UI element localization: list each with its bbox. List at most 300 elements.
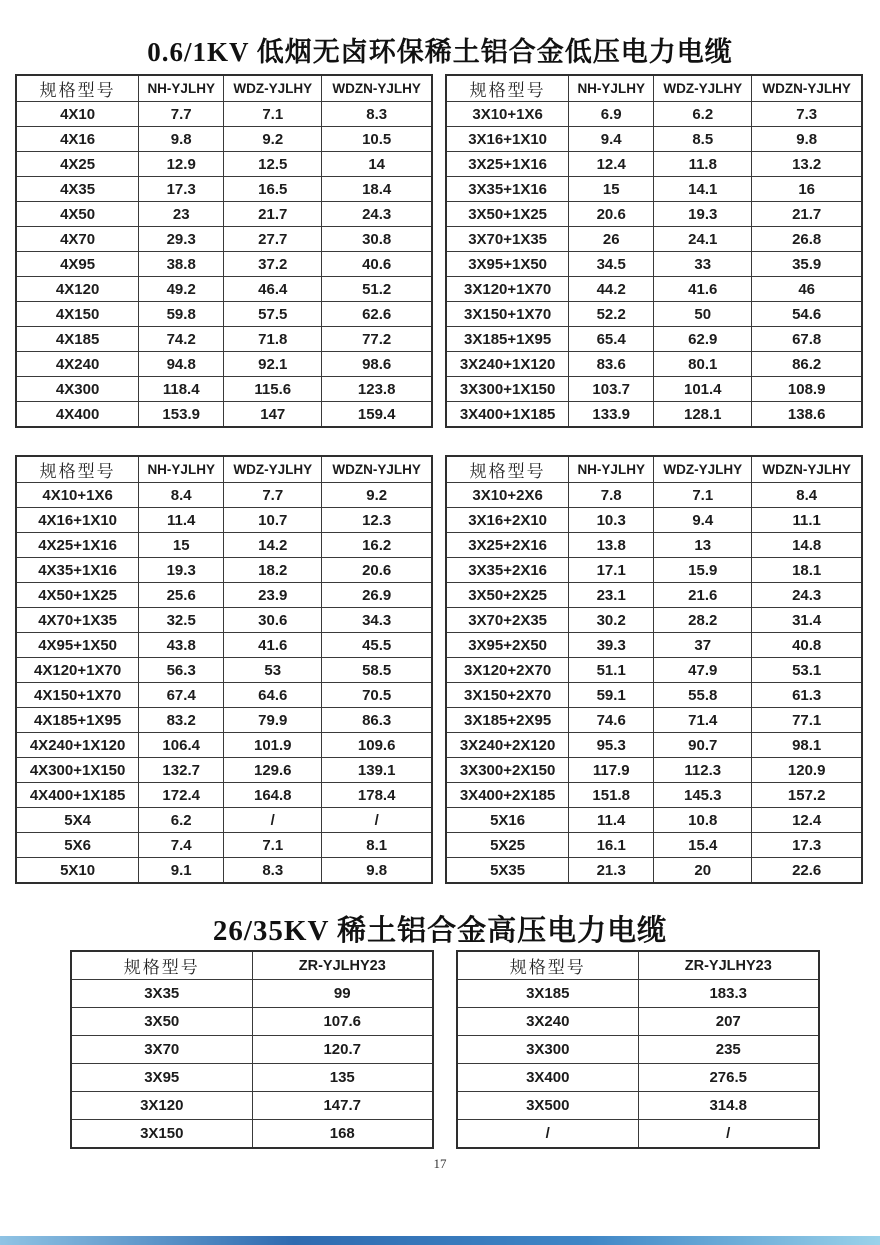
table-row [16,152,432,177]
value-cell: 22.6 [752,858,862,884]
model-column-header: WDZ-YJLHY [224,456,322,483]
value-cell: 23.1 [569,583,654,608]
value-cell: 11.1 [752,508,862,533]
value-cell: 7.3 [752,102,862,127]
value-cell: 90.7 [654,733,752,758]
value-cell: 6.2 [139,808,224,833]
spec-cell: 3X25+1X16 [446,152,569,177]
table-row [446,633,862,658]
table-row [16,858,432,884]
value-cell: 71.4 [654,708,752,733]
value-cell: 26.9 [322,583,432,608]
value-cell: 7.7 [139,102,224,127]
value-cell: 133.9 [569,402,654,428]
table-row [446,102,862,127]
value-cell: 14.1 [654,177,752,202]
value-cell: 147.7 [252,1092,433,1120]
value-cell: 98.1 [752,733,862,758]
spec-cell: 3X500 [457,1092,638,1120]
value-cell: 17.3 [752,833,862,858]
value-cell: 151.8 [569,783,654,808]
value-cell: 20 [654,858,752,884]
table-row [71,1092,433,1120]
spec-cell: 3X35+1X16 [446,177,569,202]
value-cell: 45.5 [322,633,432,658]
table-row [446,152,862,177]
spec-cell: 3X50 [71,1008,252,1036]
table-row [16,683,432,708]
spec-cell: 3X70 [71,1036,252,1064]
table-row [16,758,432,783]
table-row [16,833,432,858]
table-row [446,733,862,758]
value-cell: 99 [252,980,433,1008]
table-row [457,980,819,1008]
spec-cell: 3X150+2X70 [446,683,569,708]
spec-cell: 3X120+2X70 [446,658,569,683]
value-cell: 13 [654,533,752,558]
spec-cell: 3X10+2X6 [446,483,569,508]
table-row [16,252,432,277]
value-cell: 47.9 [654,658,752,683]
value-cell: 10.7 [224,508,322,533]
value-cell: 16.1 [569,833,654,858]
spec-cell: 3X240+1X120 [446,352,569,377]
spec-table-4core [15,74,433,428]
spec-cell: 4X10+1X6 [16,483,139,508]
value-cell: 77.1 [752,708,862,733]
spec-cell: 3X185+2X95 [446,708,569,733]
value-cell: 20.6 [569,202,654,227]
value-cell: 183.3 [638,980,819,1008]
model-column-header: NH-YJLHY [569,456,654,483]
spec-cell: 5X16 [446,808,569,833]
value-cell: / [322,808,432,833]
value-cell: 67.4 [139,683,224,708]
value-cell: 98.6 [322,352,432,377]
model-column-header: WDZ-YJLHY [224,75,322,102]
table-row [16,352,432,377]
value-cell: 10.5 [322,127,432,152]
value-cell: 14.8 [752,533,862,558]
table-row [446,708,862,733]
spec-cell: 3X120 [71,1092,252,1120]
value-cell: 15.9 [654,558,752,583]
value-cell: 7.7 [224,483,322,508]
spec-cell: 4X300+1X150 [16,758,139,783]
value-cell: 9.2 [224,127,322,152]
value-cell: 157.2 [752,783,862,808]
value-cell: 8.3 [322,102,432,127]
value-cell: 46 [752,277,862,302]
table-row [71,1120,433,1149]
value-cell: 7.1 [224,833,322,858]
value-cell: 49.2 [139,277,224,302]
model-column-header: NH-YJLHY [139,75,224,102]
value-cell: 129.6 [224,758,322,783]
value-cell: 7.8 [569,483,654,508]
value-cell: 17.1 [569,558,654,583]
spec-cell: 4X16+1X10 [16,508,139,533]
value-cell: 10.8 [654,808,752,833]
value-cell: 13.8 [569,533,654,558]
spec-cell: 4X150 [16,302,139,327]
header-row [446,75,862,102]
value-cell: 62.9 [654,327,752,352]
value-cell: 74.6 [569,708,654,733]
value-cell: 31.4 [752,608,862,633]
value-cell: 56.3 [139,658,224,683]
footer-accent-bar [0,1236,880,1245]
value-cell: 21.7 [224,202,322,227]
spec-cell: 3X95 [71,1064,252,1092]
section1-title: 0.6/1KV 低烟无卤环保稀土铝合金低压电力电缆 [147,37,733,67]
table-row [446,252,862,277]
value-cell: 101.4 [654,377,752,402]
value-cell: 52.2 [569,302,654,327]
spec-table-4plus1 [15,455,433,884]
table-row [71,1064,433,1092]
value-cell: 12.4 [752,808,862,833]
table-row [446,352,862,377]
value-cell: 9.4 [654,508,752,533]
value-cell: 11.4 [569,808,654,833]
value-cell: 24.1 [654,227,752,252]
spec-column-header: 规格型号 [446,75,569,102]
value-cell: 145.3 [654,783,752,808]
value-cell: 19.3 [654,202,752,227]
table-row [16,402,432,428]
spec-cell: 5X10 [16,858,139,884]
value-cell: 276.5 [638,1064,819,1092]
value-cell: 80.1 [654,352,752,377]
spec-cell: 3X400+1X185 [446,402,569,428]
value-cell: 147 [224,402,322,428]
value-cell: 79.9 [224,708,322,733]
value-cell: 138.6 [752,402,862,428]
value-cell: 12.9 [139,152,224,177]
model-column-header: WDZN-YJLHY [322,456,432,483]
value-cell: 32.5 [139,608,224,633]
spec-cell: 3X185+1X95 [446,327,569,352]
value-cell: 59.8 [139,302,224,327]
value-cell: 33 [654,252,752,277]
table-row [16,127,432,152]
value-cell: 7.1 [654,483,752,508]
value-cell: 94.8 [139,352,224,377]
value-cell: 178.4 [322,783,432,808]
value-cell: 26.8 [752,227,862,252]
value-cell: 24.3 [322,202,432,227]
value-cell: 34.5 [569,252,654,277]
spec-cell: 3X240 [457,1008,638,1036]
value-cell: 314.8 [638,1092,819,1120]
table-row [16,202,432,227]
table-row [71,980,433,1008]
value-cell: 153.9 [139,402,224,428]
value-cell: 15.4 [654,833,752,858]
value-cell: 39.3 [569,633,654,658]
value-cell: 9.2 [322,483,432,508]
value-cell: 53 [224,658,322,683]
spec-cell: 3X400+2X185 [446,783,569,808]
value-cell: 46.4 [224,277,322,302]
value-cell: 43.8 [139,633,224,658]
value-cell: 235 [638,1036,819,1064]
value-cell: 58.5 [322,658,432,683]
header-row [457,951,819,980]
value-cell: 107.6 [252,1008,433,1036]
spec-cell: 3X95+1X50 [446,252,569,277]
spec-cell: 3X35+2X16 [446,558,569,583]
spec-cell: 3X240+2X120 [446,733,569,758]
value-cell: 57.5 [224,302,322,327]
value-cell: 51.1 [569,658,654,683]
value-cell: 120.9 [752,758,862,783]
value-cell: 6.2 [654,102,752,127]
spec-cell: 4X240+1X120 [16,733,139,758]
spec-cell: 3X10+1X6 [446,102,569,127]
table-row [446,758,862,783]
value-cell: 55.8 [654,683,752,708]
table-row [446,533,862,558]
header-row [71,951,433,980]
value-cell: 54.6 [752,302,862,327]
value-cell: 132.7 [139,758,224,783]
value-cell: 120.7 [252,1036,433,1064]
value-cell: 12.3 [322,508,432,533]
model-column-header: WDZN-YJLHY [752,75,862,102]
value-cell: 159.4 [322,402,432,428]
value-cell: 139.1 [322,758,432,783]
value-cell: 16.5 [224,177,322,202]
table-row [16,658,432,683]
model-column-header: NH-YJLHY [569,75,654,102]
spec-cell: 4X150+1X70 [16,683,139,708]
table-row [16,783,432,808]
spec-column-header: 规格型号 [446,456,569,483]
value-cell: 64.6 [224,683,322,708]
value-cell: 207 [638,1008,819,1036]
value-cell: 15 [139,533,224,558]
tables-row-bottom [70,950,820,1149]
table-row [446,127,862,152]
spec-cell: 4X240 [16,352,139,377]
value-cell: 74.2 [139,327,224,352]
value-cell: 83.6 [569,352,654,377]
spec-cell: 4X50+1X25 [16,583,139,608]
spec-cell: 3X70+1X35 [446,227,569,252]
spec-table-3plus1 [445,74,863,428]
value-cell: 164.8 [224,783,322,808]
model-column-header: WDZ-YJLHY [654,75,752,102]
spec-cell: 4X95+1X50 [16,633,139,658]
value-cell: 18.4 [322,177,432,202]
spec-table-3plus2 [445,455,863,884]
value-cell: 37.2 [224,252,322,277]
value-cell: 7.4 [139,833,224,858]
spec-cell: 4X185+1X95 [16,708,139,733]
table-row [16,733,432,758]
table-row [446,508,862,533]
hv-table-left [70,950,434,1149]
value-cell: 8.3 [224,858,322,884]
value-cell: 9.1 [139,858,224,884]
table-row [457,1120,819,1149]
value-cell: 24.3 [752,583,862,608]
table-row [16,277,432,302]
spec-cell: 3X16+1X10 [446,127,569,152]
tables-row-middle [15,455,863,884]
spec-cell: 3X35 [71,980,252,1008]
value-cell: 35.9 [752,252,862,277]
table-row [16,483,432,508]
value-cell: 8.5 [654,127,752,152]
table-row [457,1008,819,1036]
value-cell: 11.8 [654,152,752,177]
value-cell: 168 [252,1120,433,1149]
spec-cell: 4X25 [16,152,139,177]
spec-cell: 4X95 [16,252,139,277]
table-row [457,1064,819,1092]
value-cell: 53.1 [752,658,862,683]
value-cell: 9.8 [322,858,432,884]
spec-cell: 5X6 [16,833,139,858]
spec-cell: 4X10 [16,102,139,127]
page-number: 17 [433,1156,447,1171]
value-cell: 71.8 [224,327,322,352]
table-row [446,377,862,402]
value-cell: 26 [569,227,654,252]
value-cell: 95.3 [569,733,654,758]
spec-cell: 3X70+2X35 [446,608,569,633]
value-cell: 77.2 [322,327,432,352]
table-row [446,808,862,833]
value-cell: 9.8 [139,127,224,152]
spec-cell: 4X35+1X16 [16,558,139,583]
table-row [446,558,862,583]
value-cell: 61.3 [752,683,862,708]
value-cell: 109.6 [322,733,432,758]
value-cell: 83.2 [139,708,224,733]
header-row [16,456,432,483]
spec-cell: 3X400 [457,1064,638,1092]
value-cell: 50 [654,302,752,327]
value-cell: 65.4 [569,327,654,352]
table-row [16,583,432,608]
value-cell: 70.5 [322,683,432,708]
table-row [457,1036,819,1064]
spec-cell: 3X300+1X150 [446,377,569,402]
spec-cell: 4X35 [16,177,139,202]
value-cell: 10.3 [569,508,654,533]
spec-cell: 4X185 [16,327,139,352]
value-cell: 30.6 [224,608,322,633]
table-row [16,608,432,633]
spec-cell: 4X70 [16,227,139,252]
value-cell: 30.2 [569,608,654,633]
value-cell: 29.3 [139,227,224,252]
table-row [16,708,432,733]
value-cell: 28.2 [654,608,752,633]
value-cell: 92.1 [224,352,322,377]
spec-column-header: 规格型号 [16,75,139,102]
value-cell: 67.8 [752,327,862,352]
value-cell: 41.6 [654,277,752,302]
spec-cell: 3X120+1X70 [446,277,569,302]
table-row [16,633,432,658]
model-column-header: NH-YJLHY [139,456,224,483]
value-cell: 118.4 [139,377,224,402]
table-row [16,177,432,202]
value-cell: 12.4 [569,152,654,177]
spec-cell: 5X25 [446,833,569,858]
table-row [446,402,862,428]
value-cell: 117.9 [569,758,654,783]
value-cell: 44.2 [569,277,654,302]
table-row [446,858,862,884]
value-cell: 123.8 [322,377,432,402]
table-row [71,1008,433,1036]
table-row [446,658,862,683]
section2-title: 26/35KV 稀土铝合金高压电力电缆 [212,915,668,947]
value-cell: 38.8 [139,252,224,277]
value-cell: 86.3 [322,708,432,733]
table-row [446,783,862,808]
value-cell: 112.3 [654,758,752,783]
header-row [16,75,432,102]
spec-cell: 4X120 [16,277,139,302]
table-row [446,583,862,608]
value-cell: 16 [752,177,862,202]
model-column-header: WDZN-YJLHY [752,456,862,483]
value-cell: 20.6 [322,558,432,583]
table-row [16,533,432,558]
spec-cell: 4X400+1X185 [16,783,139,808]
spec-cell: 3X300+2X150 [446,758,569,783]
table-row [16,302,432,327]
model-column-header: ZR-YJLHY23 [638,951,819,980]
table-row [446,683,862,708]
value-cell: 19.3 [139,558,224,583]
value-cell: 41.6 [224,633,322,658]
value-cell: 128.1 [654,402,752,428]
spec-cell: 3X150 [71,1120,252,1149]
value-cell: 9.4 [569,127,654,152]
value-cell: 30.8 [322,227,432,252]
table-row [446,483,862,508]
value-cell: 40.6 [322,252,432,277]
spec-cell: 4X400 [16,402,139,428]
value-cell: 21.7 [752,202,862,227]
value-cell: 23.9 [224,583,322,608]
spec-cell: 3X150+1X70 [446,302,569,327]
model-column-header: ZR-YJLHY23 [252,951,433,980]
spec-cell: 4X25+1X16 [16,533,139,558]
spec-cell: 5X35 [446,858,569,884]
value-cell: 106.4 [139,733,224,758]
value-cell: 34.3 [322,608,432,633]
value-cell: 18.1 [752,558,862,583]
spec-cell: 3X16+2X10 [446,508,569,533]
header-row [446,456,862,483]
value-cell: 27.7 [224,227,322,252]
value-cell: 23 [139,202,224,227]
value-cell: 115.6 [224,377,322,402]
table-row [446,608,862,633]
value-cell: 62.6 [322,302,432,327]
spec-cell: 4X16 [16,127,139,152]
